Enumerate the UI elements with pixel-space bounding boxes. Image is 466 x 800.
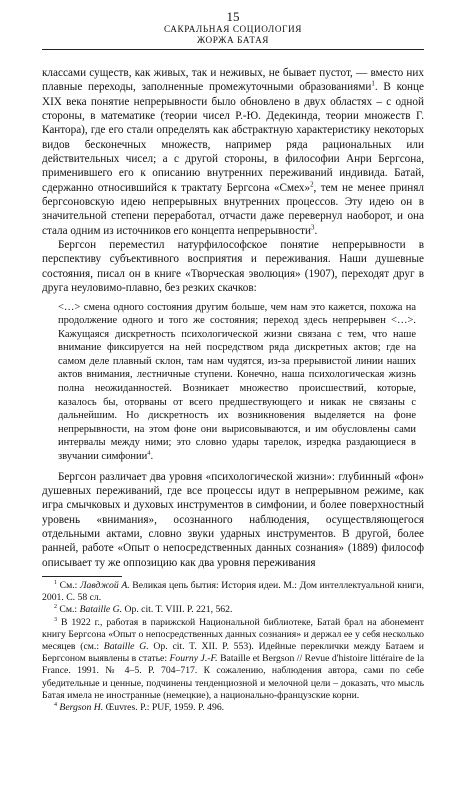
paragraph-1-text-3: , тем не менее принял бергсоновскую идею непрерывных внутренних процессов. Эту идею он в значительной степени переработал, отчасти даже перевернул наоборот, и она стала одним из источников его концепта непрерывности — [42, 181, 424, 237]
footnote-ref-4[interactable]: 4 — [147, 449, 151, 457]
running-title-line-2: ЖОРЖА БАТАЯ — [196, 35, 270, 45]
header-rule — [42, 49, 424, 50]
footnote-4-author: Bergson H. — [59, 702, 104, 714]
footnote-ref-2[interactable]: 2 — [310, 180, 314, 189]
quote-text: <…> смена одного состояния другим больше, чем нам это кажется, похожа на продолжение одного и того же состояния; переход здесь непрерывен <…>. Кажущаяся дискретность психологической жизни связана с тем, что наше внимание фиксируется на ней посредством ряда дискретных актов; где на самом деле плавный склон, там нам чудятся, из-за прерывистой линии наших актов внимания, лестничные ступени. Конечно, наша психологическая жизнь полна неожиданностей. Возникает множество происшествий, которые, казалось бы, оторваны от всего предшествующего и никак не связаны с дальнейшим. Но дискретность их возникновения выделяется на фоне непрерывности, на этом фоне они вырисовываются, и им обусловлены сами интервалы между ними; это словно удары тарелок, изредка раздающиеся в звучании симфонии — [58, 301, 416, 463]
paragraph-1 — [42, 66, 424, 238]
running-title-line-1: САКРАЛЬНАЯ СОЦИОЛОГИЯ — [164, 24, 302, 34]
main-text — [42, 66, 424, 570]
footnote-3 — [42, 617, 424, 702]
footnote-3-author-2: Fourny J.-F. — [169, 653, 218, 665]
paragraph-1-text: классами существ, как живых, так и неживых, не бывает пустот, — вместо них плавные переходы, заполненные промежуточными образованиями — [42, 67, 424, 94]
footnote-1-pre: См.: — [57, 580, 80, 592]
footnote-ref-1[interactable]: 1 — [371, 79, 375, 88]
footnote-3-number: 3 — [54, 616, 57, 623]
paragraph-1-text-4: . — [314, 224, 318, 237]
running-header — [42, 10, 424, 50]
footnote-3-post: Op. cit. T. XII. P. 553). Идейные переклички между Батаем и Бергсоном выявлены в статье: — [42, 641, 424, 665]
footnote-4-number: 4 — [54, 701, 57, 708]
paragraph-2: Бергсон переместил натурфилософское понятие непрерывности в перспективу субъективного восприятия и переживания. Наши душевные состояния, писал он в книге «Творческая эволюция» (1907), переходят друг в друга неуловимо-плавно, без резких скачков: — [42, 239, 424, 295]
paragraph-3: Бергсон различает два уровня «психологической жизни»: глубинный «фон» душевных переживаний, где все процессы идут в непрерывном режиме, как игра смычковых и духовых инструментов в симфонии, и более поверхностный уровень «внимания», осознанного наблюдения, осуществляющегося отдельными актами, словно звуки ударных инструментов. В другой, более ранней, работе «Опыт о непосредственных данных сознания» (1889) философ описывает ту же оппозицию как два уровня переживания — [42, 470, 424, 569]
footnote-2-number: 2 — [54, 604, 57, 611]
footnote-1-number: 1 — [54, 579, 57, 586]
footnote-3-pre: В 1922 г., работая в парижской Национальной библиотеке, Батай брал на абонемент книгу Бергсона «Опыт о непосредственных данных сознания» и держал ее у себя несколько месяцев (см.: — [42, 616, 424, 653]
footnote-rule — [42, 576, 122, 577]
footnote-2-post: Op. cit. T. VIII. P. 221, 562. — [122, 604, 233, 616]
footnote-2-pre: См.: — [57, 604, 80, 616]
footnote-1-post: Великая цепь бытия: История идеи. М.: Дом интеллектуальной книги, 2001. С. 58 сл. — [42, 580, 424, 604]
footnote-3-author: Bataille G. — [103, 641, 149, 653]
paragraph-1-text-2: . В конце XIX века понятие непрерывности было обновлено в двух областях – с одной стороны, в математике (теории чисел Р.-Ю. Дедекинда, теории множеств Г. Кантора), где его стали определять как абстрактную характеристику некоторых видов бесконечных множеств, например ряда рациональных или действительных чисел; а с другой стороны, в философии Анри Бергсона, применившего его к описанию внутренних переживаний индивида. Батай, сдержанно относившийся к трактату Бергсона «Смех» — [42, 81, 424, 194]
footnote-2-author: Bataille G. — [79, 604, 123, 616]
footnotes-section — [42, 576, 424, 714]
footnote-3-post-2: Bataille et Bergson // Revue d'histoire littéraire de la France. 1991. № 4–5. P. 704–717. К сожалению, наблюдения автора, сами по себе убедительные и ценные, подчинены тенденциозной и мелочной цели – доказать, что мысль Батая имела не иностранные (немецкие), а национально-французские корни. — [42, 653, 424, 701]
footnote-ref-3[interactable]: 3 — [311, 223, 315, 232]
quote-end: . — [150, 451, 154, 463]
footnote-4-post: Œuvres. P.: PUF, 1959. P. 496. — [103, 702, 225, 714]
footnote-1-author: Лавджой А. — [79, 580, 130, 592]
footnote-1 — [42, 580, 424, 604]
footnote-4 — [42, 702, 424, 714]
footnote-2 — [42, 604, 424, 616]
page-number: 15 — [226, 9, 240, 24]
block-quote — [58, 301, 416, 464]
